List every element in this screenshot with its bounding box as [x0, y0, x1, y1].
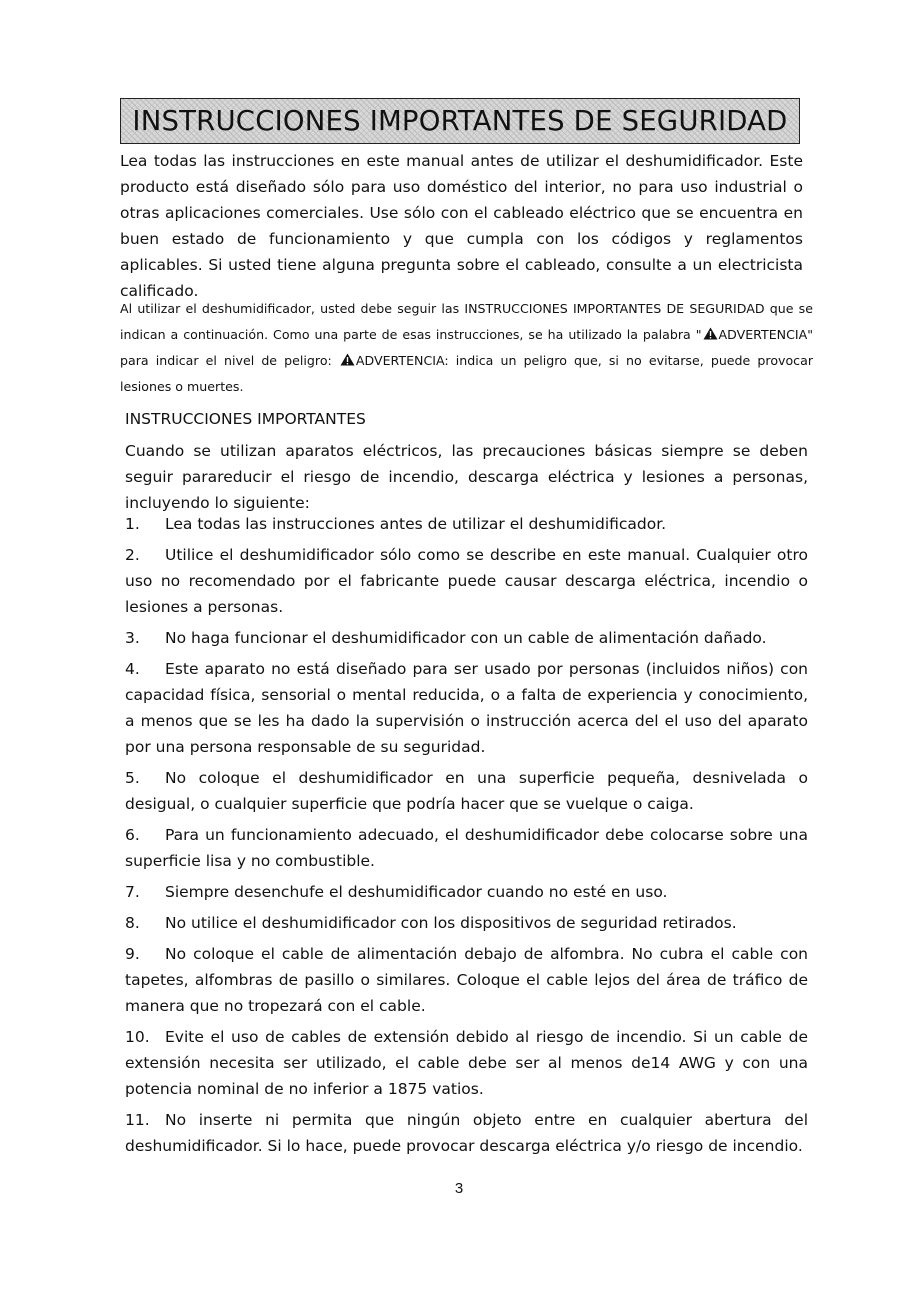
item-number: 9. [125, 945, 140, 963]
list-item [125, 822, 808, 874]
list-item [125, 910, 808, 936]
intro-text: Lea todas las instrucciones en este manual antes de utilizar el deshumidificador. Este producto está diseñado sólo para uso doméstico del interior, no para uso industrial o otras aplicaciones comerciales. Use sólo con el cableado eléctrico que se encuentra en buen estado de funcionamiento y que cumpla con los códigos y reglamentos aplicables. Si usted tiene alguna pregunta sobre el cableado, consulte a un electricista calificado. [120, 152, 803, 300]
item-text: No inserte ni permita que ningún objeto entre en cualquier abertura del deshumidificador. Si lo hace, puede provocar descarga eléctrica y/o riesgo de incendio. [125, 1111, 808, 1155]
list-item [125, 941, 808, 1019]
intro-paragraph [120, 148, 803, 304]
list-item [125, 1024, 808, 1102]
note-part3: : indica un peligro que, si no evitarse, puede provocar lesiones o muertes. [120, 353, 813, 394]
item-number: 7. [125, 883, 140, 901]
item-text: Lea todas las instrucciones antes de utilizar el deshumidificador. [165, 515, 667, 533]
note-part2: " para indicar el nivel de peligro: [120, 327, 813, 368]
list-item [125, 542, 808, 620]
list-item [125, 511, 808, 537]
list-item [125, 765, 808, 817]
list-item [125, 625, 808, 651]
item-text: Para un funcionamiento adecuado, el deshumidificador debe colocarse sobre una superficie lisa y no combustible. [125, 826, 808, 870]
item-number: 5. [125, 769, 140, 787]
note-part1: Al utilizar el deshumidificador, usted debe seguir las INSTRUCCIONES IMPORTANTES DE SEGURIDAD que se indican a continuación. Como una parte de esas instrucciones, se ha utilizado la palabra " [120, 301, 813, 342]
important-section [125, 406, 808, 520]
item-number: 4. [125, 660, 140, 678]
page-number: 3 [454, 1180, 464, 1197]
item-number: 6. [125, 826, 140, 844]
list-item [125, 656, 808, 760]
warning-icon [340, 353, 355, 366]
item-text: No coloque el cable de alimentación debajo de alfombra. No cubra el cable con tapetes, alfombras de pasillo o similares. Coloque el cable lejos del área de tráfico de manera que no tropezará con el cable. [125, 945, 808, 1015]
item-text: No coloque el deshumidificador en una superficie pequeña, desnivelada o desigual, o cualquier superficie que podría hacer que se vuelque o caiga. [125, 769, 808, 813]
warning-note [120, 296, 813, 400]
list-item [125, 879, 808, 905]
warning-note-text [120, 296, 813, 400]
item-number: 3. [125, 629, 140, 647]
warning-word-1: ADVERTENCIA [718, 327, 808, 342]
item-number: 1. [125, 515, 140, 533]
item-number: 10. [125, 1028, 150, 1046]
item-text: Evite el uso de cables de extensión debido al riesgo de incendio. Si un cable de extensión necesita ser utilizado, el cable debe ser al menos de14 AWG y con una potencia nominal de no inferior a 1875 vatios. [125, 1028, 808, 1098]
item-text: No haga funcionar el deshumidificador con un cable de alimentación dañado. [165, 629, 767, 647]
warning-icon [703, 327, 718, 340]
item-text: No utilice el deshumidificador con los dispositivos de seguridad retirados. [165, 914, 737, 932]
page-title: INSTRUCCIONES IMPORTANTES DE SEGURIDAD [132, 105, 788, 137]
section-lead: Cuando se utilizan aparatos eléctricos, las precauciones básicas siempre se deben seguir parareducir el riesgo de incendio, descarga eléctrica y lesiones a personas, incluyendo lo siguiente: [125, 442, 808, 512]
item-number: 2. [125, 546, 140, 564]
item-text: Siempre desenchufe el deshumidificador cuando no esté en uso. [165, 883, 668, 901]
item-number: 11. [125, 1111, 150, 1129]
title-banner [120, 98, 800, 144]
warning-word-2: ADVERTENCIA [355, 353, 445, 368]
item-text: Este aparato no está diseñado para ser usado por personas (incluidos niños) con capacidad física, sensorial o mental reducida, o a falta de experiencia y conocimiento, a menos que se les ha dado la supervisión o instrucción acerca del el uso del aparato por una persona responsable de su seguridad. [125, 660, 808, 756]
instruction-list [125, 511, 808, 1164]
list-item [125, 1107, 808, 1159]
section-heading: INSTRUCCIONES IMPORTANTES [125, 410, 366, 428]
item-number: 8. [125, 914, 140, 932]
item-text: Utilice el deshumidificador sólo como se describe en este manual. Cualquier otro uso no recomendado por el fabricante puede causar descarga eléctrica, incendio o lesiones a personas. [125, 546, 808, 616]
